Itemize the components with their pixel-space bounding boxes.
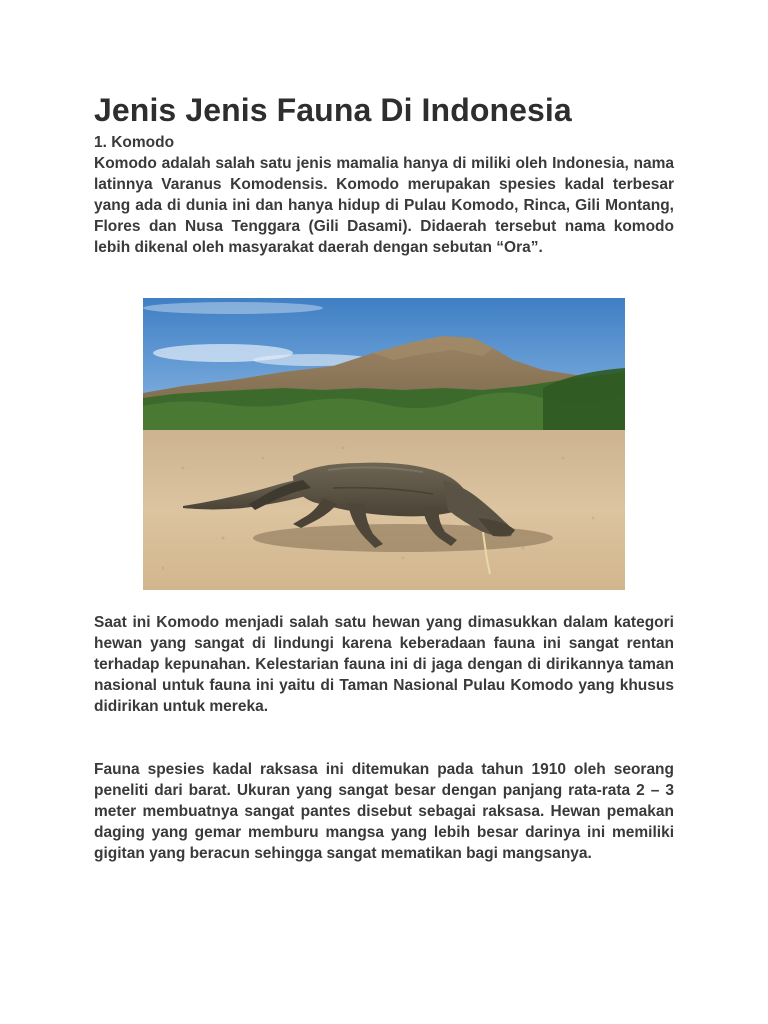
paragraph-discovery: Fauna spesies kadal raksasa ini ditemukan pada tahun 1910 oleh seorang peneliti dari barat. Ukuran yang sangat besar dengan panjang rata-rata 2 – 3 meter membuatnya sangat pantes disebut sebagai raksasa. Hewan pemakan daging yang gemar memburu mangsa yang lebih besar darinya ini memiliki gigitan yang beracun sehingga sangat mematikan bagi mangsanya. [94, 761, 674, 862]
paragraph-conservation: Saat ini Komodo menjadi salah satu hewan yang dimasukkan dalam kategori hewan yang sangat di lindungi karena keberadaan fauna ini sangat rentan terhadap kepunahan. Kelestarian fauna ini di jaga dengan di dirikannya taman nasional untuk fauna ini yaitu di Taman Nasional Pulau Komodo yang khusus didirikan untuk mereka. [94, 614, 674, 715]
paragraph-discovery-wrapper [94, 759, 674, 864]
document-body [94, 88, 674, 258]
paragraph-intro: Komodo adalah salah satu jenis mamalia hanya di miliki oleh Indonesia, nama latinnya Varanus Komodensis. Komodo merupakan spesies kadal terbesar yang ada di dunia ini dan hanya hidup di Pulau Komodo, Rinca, Gili Montang, Flores dan Nusa Tenggara (Gili Dasami). Didaerah tersebut nama komodo lebih dikenal oleh masyarakat daerah dengan sebutan “Ora”. [94, 155, 674, 256]
section-heading: 1. Komodo [94, 134, 175, 151]
komodo-photo [143, 298, 625, 590]
paragraph-conservation-wrapper [94, 612, 674, 717]
page-title: Jenis Jenis Fauna Di Indonesia [94, 92, 572, 128]
